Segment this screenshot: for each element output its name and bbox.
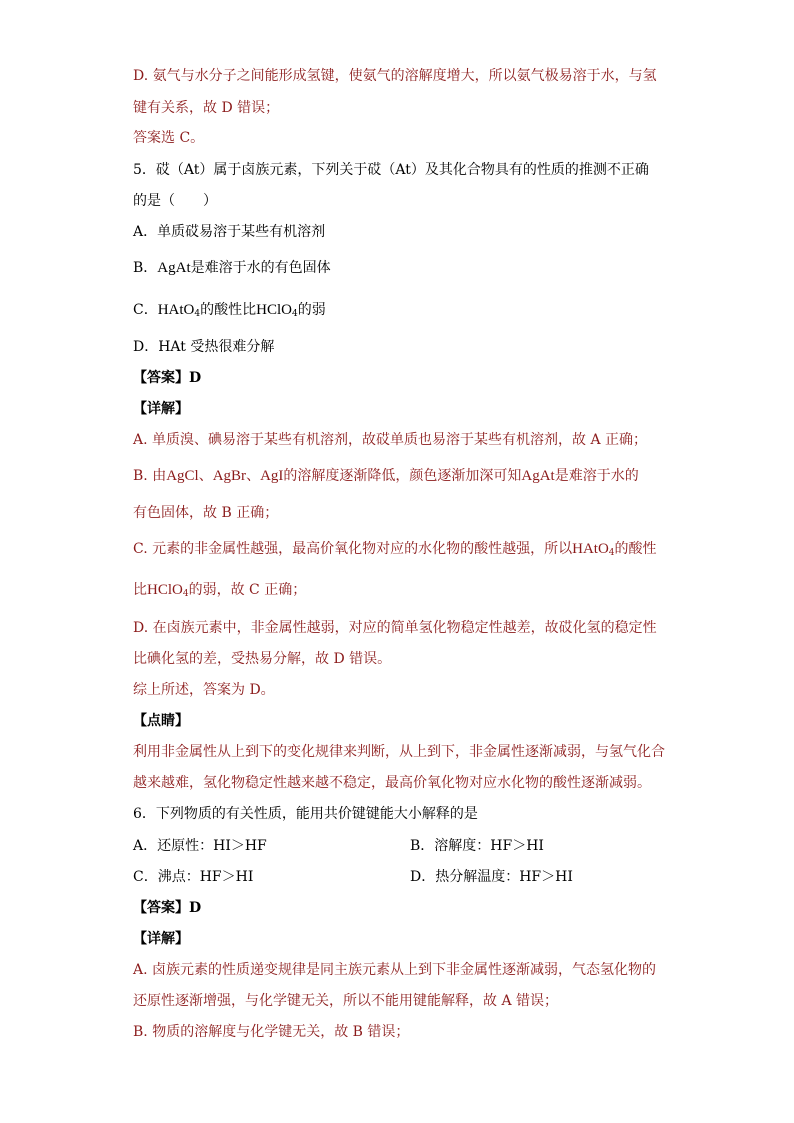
option-b: B．AgAt是难溶于水的有色固体 — [133, 260, 331, 276]
explanation-line: 比HClO$_4$的弱，故 C 正确； — [133, 582, 307, 599]
detail-label: 【详解】 — [133, 401, 189, 417]
option-c: C．HAtO$_4$的酸性比HClO$_4$的弱 — [133, 302, 326, 319]
text-line: D. 氨气与水分子之间能形成氢键，使氨气的溶解度增大，所以氨气极易溶于水，与氢 — [133, 68, 657, 84]
explanation-line: 比碘化氢的差，受热易分解，故 D 错误。 — [133, 651, 392, 667]
detail-label: 【详解】 — [133, 931, 189, 947]
summary-line: 综上所述，答案为 D。 — [133, 682, 275, 698]
option-a: A．还原性：HI＞HF — [133, 838, 267, 854]
explanation-line: B. 由AgCl、AgBr、AgI的溶解度逐渐降低，颜色逐渐加深可知AgAt是难溶于水的 — [133, 468, 639, 484]
question-5-stem: 5．砹（At）属于卤族元素，下列关于砹（At）及其化合物具有的性质的推测不正确 — [133, 162, 649, 178]
question-5-stem: 的是（ ） — [133, 193, 217, 209]
option-d: D．热分解温度：HF＞HI — [410, 869, 573, 885]
option-d: D．HAt 受热很难分解 — [133, 339, 275, 355]
option-a: A．单质砹易溶于某些有机溶剂 — [133, 224, 326, 240]
option-b: B．溶解度：HF＞HI — [410, 838, 544, 854]
tip-line: 越来越难，氢化物稳定性越来越不稳定，最高价氧化物对应水化物的酸性逐渐减弱。 — [133, 775, 651, 791]
explanation-line: C. 元素的非金属性越强，最高价氧化物对应的水化物的酸性越强，所以HAtO$_4$的酸性 — [133, 541, 657, 558]
answer-label: 【答案】D — [133, 900, 202, 916]
explanation-line: 有色固体，故 B 正确； — [133, 505, 279, 521]
option-c: C．沸点：HF＞HI — [133, 869, 254, 885]
explanation-line: D. 在卤族元素中，非金属性越弱，对应的简单氢化物稳定性越差，故砹化氢的稳定性 — [133, 620, 657, 636]
text-line: 答案选 C。 — [133, 130, 205, 146]
tip-line: 利用非金属性从上到下的变化规律来判断，从上到下，非金属性逐渐减弱，与氢气化合 — [133, 744, 665, 760]
explanation-line: B. 物质的溶解度与化学键无关，故 B 错误； — [133, 1024, 410, 1040]
question-6-stem: 6．下列物质的有关性质，能用共价键键能大小解释的是 — [133, 806, 478, 822]
text-line: 键有关系，故 D 错误； — [133, 100, 280, 116]
explanation-line: 还原性逐渐增强，与化学键无关，所以不能用键能解释，故 A 错误； — [133, 993, 559, 1009]
tip-label: 【点睛】 — [133, 713, 189, 729]
answer-label: 【答案】D — [133, 370, 202, 386]
explanation-line: A. 卤族元素的性质递变规律是同主族元素从上到下非金属性逐渐减弱，气态氢化物的 — [133, 962, 657, 978]
explanation-line: A. 单质溴、碘易溶于某些有机溶剂，故砹单质也易溶于某些有机溶剂，故 A 正确； — [133, 432, 648, 448]
